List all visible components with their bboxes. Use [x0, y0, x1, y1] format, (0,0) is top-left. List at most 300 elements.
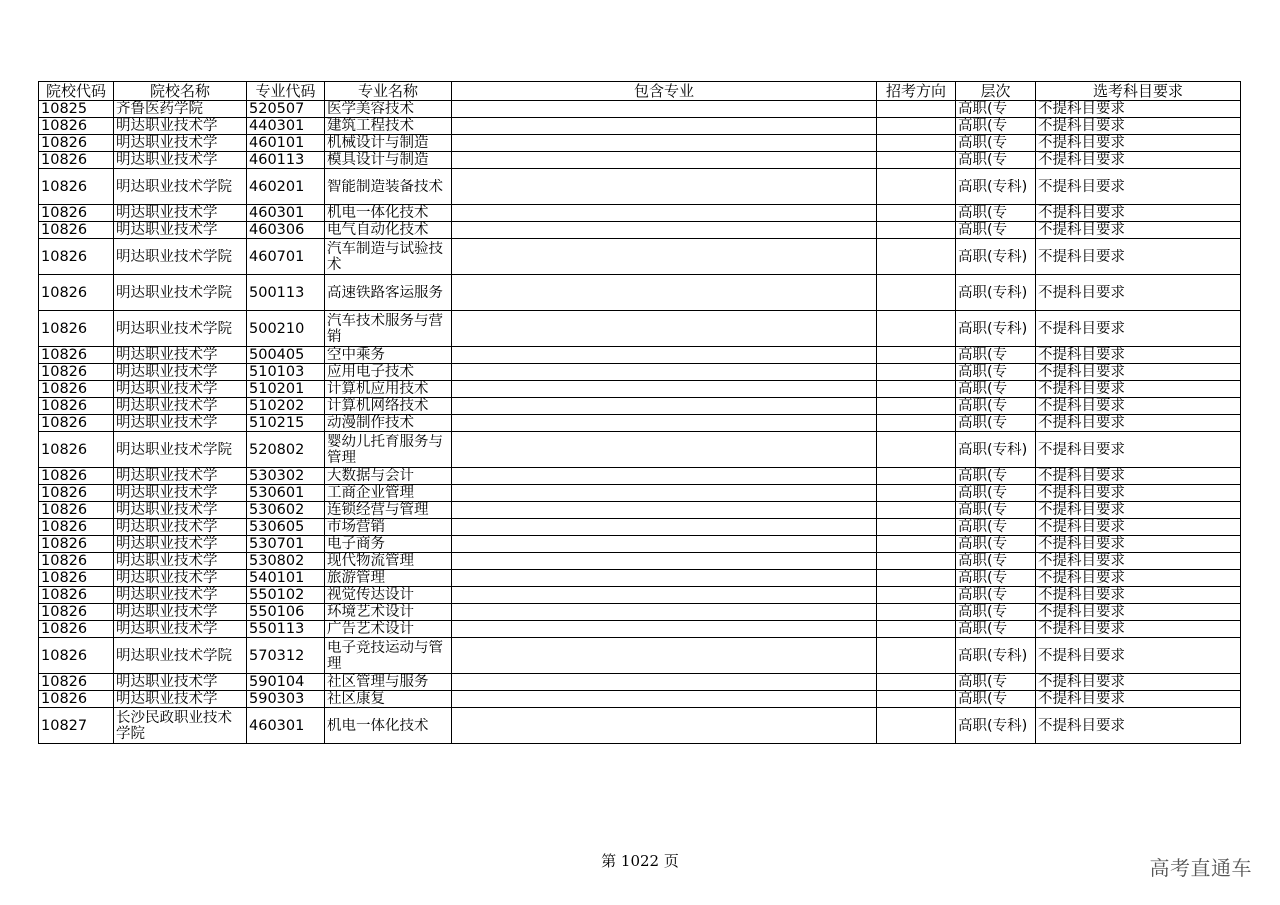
cell-school-name-text: 明达职业技术学院 — [116, 178, 232, 195]
cell-subject-requirement — [1036, 205, 1241, 222]
cell-level-text: 高职(专 — [958, 347, 1008, 363]
cell-major-code-text: 550106 — [249, 604, 305, 620]
cell-major-code-text: 590303 — [249, 691, 305, 707]
cell-major-name — [325, 485, 452, 502]
cell-major-code-text: 530605 — [249, 519, 305, 535]
cell-level — [956, 691, 1036, 708]
cell-major-code-text: 510201 — [249, 381, 305, 397]
cell-major-name-text: 机械设计与制造 — [327, 135, 429, 151]
cell-level-text: 高职(专 — [958, 205, 1008, 221]
cell-direction — [877, 222, 956, 239]
cell-major-name — [325, 536, 452, 553]
cell-major-code — [247, 135, 325, 152]
table-row — [39, 468, 1241, 485]
header-major-code: 专业代码 — [247, 82, 325, 101]
cell-subject-requirement — [1036, 152, 1241, 169]
cell-school-name — [114, 398, 247, 415]
cell-major-name — [325, 398, 452, 415]
cell-level-text: 高职(专 — [958, 570, 1008, 586]
cell-major-name-text: 社区管理与服务 — [327, 674, 429, 690]
cell-subject-requirement — [1036, 691, 1241, 708]
cell-direction-text — [879, 135, 953, 151]
cell-major-code-text: 460301 — [249, 717, 305, 734]
cell-school-code — [39, 570, 114, 587]
cell-subject-requirement — [1036, 381, 1241, 398]
table-row — [39, 311, 1241, 347]
cell-school-code — [39, 101, 114, 118]
cell-direction — [877, 570, 956, 587]
cell-school-name-text: 明达职业技术学 — [116, 519, 218, 535]
cell-subject-requirement — [1036, 674, 1241, 691]
cell-school-code-text: 10825 — [41, 101, 88, 117]
cell-subject-requirement — [1036, 311, 1241, 347]
cell-level — [956, 621, 1036, 638]
cell-included-majors — [452, 536, 877, 553]
cell-direction-text — [879, 674, 953, 690]
cell-major-code-text: 460306 — [249, 222, 305, 238]
cell-major-code — [247, 604, 325, 621]
cell-school-name-text: 明达职业技术学 — [116, 485, 218, 501]
cell-major-name-text: 旅游管理 — [327, 570, 385, 586]
cell-included-majors-text — [454, 674, 874, 690]
cell-subject-requirement-text: 不提科目要求 — [1038, 415, 1125, 431]
cell-major-name — [325, 364, 452, 381]
cell-school-code-text: 10826 — [41, 570, 88, 586]
cell-direction — [877, 169, 956, 205]
cell-major-name — [325, 381, 452, 398]
cell-level — [956, 169, 1036, 205]
cell-direction — [877, 553, 956, 570]
cell-level — [956, 432, 1036, 468]
cell-school-name — [114, 638, 247, 674]
cell-level — [956, 152, 1036, 169]
cell-included-majors-text — [454, 621, 874, 637]
cell-subject-requirement-text: 不提科目要求 — [1038, 674, 1125, 690]
cell-direction-text — [879, 118, 953, 134]
table-row — [39, 536, 1241, 553]
cell-direction — [877, 587, 956, 604]
cell-level-text: 高职(专 — [958, 101, 1008, 117]
cell-school-name — [114, 275, 247, 311]
cell-included-majors — [452, 398, 877, 415]
cell-subject-requirement-text: 不提科目要求 — [1038, 152, 1125, 168]
cell-major-name — [325, 604, 452, 621]
cell-school-code-text: 10826 — [41, 519, 88, 535]
cell-major-name — [325, 152, 452, 169]
cell-school-name — [114, 381, 247, 398]
cell-subject-requirement-text: 不提科目要求 — [1038, 717, 1125, 734]
cell-major-name — [325, 502, 452, 519]
cell-major-code — [247, 118, 325, 135]
cell-major-code — [247, 415, 325, 432]
cell-major-name — [325, 275, 452, 311]
cell-level — [956, 275, 1036, 311]
cell-included-majors — [452, 708, 877, 744]
cell-level-text: 高职(专 — [958, 604, 1008, 620]
header-included-majors: 包含专业 — [452, 82, 877, 101]
cell-school-code-text: 10826 — [41, 248, 88, 265]
cell-level-text: 高职(专 — [958, 674, 1008, 690]
cell-direction — [877, 621, 956, 638]
cell-included-majors-text — [454, 485, 874, 501]
cell-level — [956, 604, 1036, 621]
cell-school-code-text: 10826 — [41, 647, 88, 664]
cell-included-majors-text — [454, 347, 874, 363]
cell-major-code — [247, 570, 325, 587]
cell-school-code-text: 10826 — [41, 118, 88, 134]
cell-school-code — [39, 169, 114, 205]
table-row — [39, 222, 1241, 239]
cell-school-name — [114, 536, 247, 553]
cell-major-name-text: 电气自动化技术 — [327, 222, 429, 238]
cell-subject-requirement-text: 不提科目要求 — [1038, 178, 1125, 195]
cell-subject-requirement-text: 不提科目要求 — [1038, 381, 1125, 397]
cell-school-name-text: 长沙民政职业技术学院 — [116, 709, 232, 742]
cell-major-code — [247, 638, 325, 674]
cell-school-code-text: 10826 — [41, 536, 88, 552]
cell-school-name — [114, 347, 247, 364]
cell-school-code-text: 10826 — [41, 205, 88, 221]
cell-major-name — [325, 311, 452, 347]
cell-major-code-text: 510215 — [249, 415, 305, 431]
table-row — [39, 347, 1241, 364]
cell-included-majors-text — [454, 205, 874, 221]
cell-major-code — [247, 239, 325, 275]
cell-direction — [877, 152, 956, 169]
cell-level — [956, 101, 1036, 118]
cell-school-name — [114, 364, 247, 381]
cell-major-code — [247, 364, 325, 381]
cell-included-majors — [452, 347, 877, 364]
table-row — [39, 205, 1241, 222]
cell-school-name-text: 明达职业技术学院 — [116, 320, 232, 337]
cell-subject-requirement — [1036, 169, 1241, 205]
cell-school-name — [114, 621, 247, 638]
cell-level — [956, 587, 1036, 604]
cell-major-name-text: 计算机网络技术 — [327, 398, 429, 414]
cell-subject-requirement — [1036, 708, 1241, 744]
cell-subject-requirement-text: 不提科目要求 — [1038, 364, 1125, 380]
cell-level — [956, 135, 1036, 152]
cell-school-name — [114, 468, 247, 485]
cell-school-name-text: 明达职业技术学 — [116, 364, 218, 380]
cell-included-majors — [452, 587, 877, 604]
cell-level-text: 高职(专 — [958, 135, 1008, 151]
cell-included-majors-text — [454, 468, 874, 484]
cell-subject-requirement — [1036, 638, 1241, 674]
cell-subject-requirement-text: 不提科目要求 — [1038, 398, 1125, 414]
cell-subject-requirement — [1036, 135, 1241, 152]
cell-level-text: 高职(专 — [958, 502, 1008, 518]
cell-subject-requirement — [1036, 222, 1241, 239]
cell-major-code-text: 530601 — [249, 485, 305, 501]
cell-school-code-text: 10826 — [41, 320, 88, 337]
cell-school-name — [114, 485, 247, 502]
cell-subject-requirement-text: 不提科目要求 — [1038, 621, 1125, 637]
cell-level — [956, 485, 1036, 502]
cell-major-name-text: 机电一体化技术 — [327, 717, 429, 734]
cell-major-code — [247, 275, 325, 311]
header-school-name: 院校名称 — [114, 82, 247, 101]
cell-school-name — [114, 205, 247, 222]
cell-direction-text — [879, 415, 953, 431]
cell-school-code-text: 10826 — [41, 604, 88, 620]
cell-major-code — [247, 205, 325, 222]
cell-school-name — [114, 152, 247, 169]
cell-direction — [877, 708, 956, 744]
cell-school-code — [39, 691, 114, 708]
admissions-table — [38, 81, 1241, 744]
cell-direction-text — [879, 587, 953, 603]
cell-major-code-text: 550113 — [249, 621, 305, 637]
cell-direction — [877, 485, 956, 502]
cell-school-name-text: 明达职业技术学 — [116, 553, 218, 569]
cell-direction-text — [879, 519, 953, 535]
cell-school-code-text: 10826 — [41, 468, 88, 484]
table-row — [39, 381, 1241, 398]
cell-direction-text — [879, 101, 953, 117]
cell-major-name-text: 大数据与会计 — [327, 468, 414, 484]
cell-major-name-text: 广告艺术设计 — [327, 621, 414, 637]
cell-school-code — [39, 502, 114, 519]
cell-included-majors-text — [454, 398, 874, 414]
cell-level-text: 高职(专 — [958, 485, 1008, 501]
cell-included-majors-text — [454, 135, 874, 151]
table-row — [39, 169, 1241, 205]
cell-direction-text — [879, 364, 953, 380]
cell-major-name — [325, 118, 452, 135]
cell-major-code — [247, 311, 325, 347]
cell-school-code — [39, 311, 114, 347]
cell-major-code — [247, 432, 325, 468]
cell-direction — [877, 381, 956, 398]
cell-direction — [877, 135, 956, 152]
cell-level-text: 高职(专 — [958, 398, 1008, 414]
cell-level-text: 高职(专 — [958, 621, 1008, 637]
cell-level-text: 高职(专 — [958, 152, 1008, 168]
cell-major-name-text: 应用电子技术 — [327, 364, 414, 380]
cell-subject-requirement — [1036, 239, 1241, 275]
cell-level-text: 高职(专 — [958, 118, 1008, 134]
cell-subject-requirement-text: 不提科目要求 — [1038, 468, 1125, 484]
table-row — [39, 502, 1241, 519]
cell-school-name — [114, 135, 247, 152]
cell-school-code-text: 10826 — [41, 691, 88, 707]
cell-included-majors — [452, 205, 877, 222]
cell-school-name-text: 明达职业技术学 — [116, 135, 218, 151]
cell-level-text: 高职(专 — [958, 553, 1008, 569]
cell-level-text: 高职(专科) — [958, 320, 1028, 337]
cell-level-text: 高职(专科) — [958, 717, 1028, 734]
cell-included-majors — [452, 621, 877, 638]
cell-major-code — [247, 101, 325, 118]
cell-included-majors — [452, 415, 877, 432]
table-row — [39, 415, 1241, 432]
header-major-name: 专业名称 — [325, 82, 452, 101]
cell-school-name-text: 明达职业技术学 — [116, 587, 218, 603]
header-subject-requirement: 选考科目要求 — [1036, 82, 1241, 101]
cell-major-name — [325, 638, 452, 674]
cell-major-code-text: 530701 — [249, 536, 305, 552]
cell-direction — [877, 691, 956, 708]
cell-school-name-text: 明达职业技术学院 — [116, 647, 232, 664]
cell-direction — [877, 398, 956, 415]
cell-subject-requirement — [1036, 553, 1241, 570]
cell-major-code-text: 590104 — [249, 674, 305, 690]
cell-school-code — [39, 222, 114, 239]
cell-included-majors-text — [454, 553, 874, 569]
cell-major-code-text: 520802 — [249, 441, 305, 458]
cell-school-name — [114, 587, 247, 604]
cell-included-majors-text — [454, 152, 874, 168]
cell-school-name-text: 明达职业技术学 — [116, 570, 218, 586]
cell-subject-requirement-text: 不提科目要求 — [1038, 502, 1125, 518]
cell-included-majors-text — [454, 570, 874, 586]
cell-school-code-text: 10826 — [41, 553, 88, 569]
cell-level-text: 高职(专科) — [958, 178, 1028, 195]
table-row — [39, 570, 1241, 587]
cell-school-code — [39, 275, 114, 311]
cell-school-code — [39, 587, 114, 604]
cell-direction — [877, 101, 956, 118]
cell-major-code — [247, 708, 325, 744]
cell-school-code-text: 10826 — [41, 152, 88, 168]
cell-direction — [877, 604, 956, 621]
cell-included-majors — [452, 135, 877, 152]
table-row — [39, 135, 1241, 152]
cell-major-code-text: 530802 — [249, 553, 305, 569]
cell-direction — [877, 275, 956, 311]
cell-major-code-text: 530302 — [249, 468, 305, 484]
cell-major-name-text: 视觉传达设计 — [327, 587, 414, 603]
cell-major-code — [247, 553, 325, 570]
cell-subject-requirement-text: 不提科目要求 — [1038, 101, 1125, 117]
cell-school-name-text: 明达职业技术学 — [116, 222, 218, 238]
cell-major-name-text: 建筑工程技术 — [327, 118, 414, 134]
cell-included-majors-text — [454, 587, 874, 603]
cell-major-code-text: 460301 — [249, 205, 305, 221]
cell-major-code-text: 540101 — [249, 570, 305, 586]
cell-level-text: 高职(专 — [958, 691, 1008, 707]
cell-level — [956, 468, 1036, 485]
cell-subject-requirement-text: 不提科目要求 — [1038, 691, 1125, 707]
table-row — [39, 118, 1241, 135]
cell-included-majors — [452, 519, 877, 536]
cell-school-name-text: 明达职业技术学 — [116, 502, 218, 518]
cell-level — [956, 502, 1036, 519]
cell-major-name-text: 市场营销 — [327, 519, 385, 535]
cell-direction — [877, 638, 956, 674]
cell-included-majors-text — [454, 604, 874, 620]
cell-school-code — [39, 519, 114, 536]
table-row — [39, 364, 1241, 381]
header-direction: 招考方向 — [877, 82, 956, 101]
cell-major-name — [325, 101, 452, 118]
cell-subject-requirement-text: 不提科目要求 — [1038, 604, 1125, 620]
table-row — [39, 398, 1241, 415]
cell-subject-requirement-text: 不提科目要求 — [1038, 553, 1125, 569]
cell-major-code — [247, 519, 325, 536]
table-row — [39, 621, 1241, 638]
cell-direction — [877, 674, 956, 691]
cell-major-name-text: 电子竞技运动与管理 — [327, 639, 443, 672]
cell-subject-requirement — [1036, 502, 1241, 519]
cell-major-code — [247, 169, 325, 205]
cell-major-code — [247, 485, 325, 502]
cell-direction-text — [879, 485, 953, 501]
cell-major-name — [325, 708, 452, 744]
cell-major-name — [325, 553, 452, 570]
cell-major-name — [325, 135, 452, 152]
cell-major-code — [247, 468, 325, 485]
cell-level — [956, 536, 1036, 553]
cell-major-name-text: 社区康复 — [327, 691, 385, 707]
cell-direction — [877, 432, 956, 468]
header-level: 层次 — [956, 82, 1036, 101]
cell-major-name-text: 医学美容技术 — [327, 101, 414, 117]
cell-major-code — [247, 502, 325, 519]
cell-major-code-text: 550102 — [249, 587, 305, 603]
cell-direction-text — [879, 553, 953, 569]
cell-level-text: 高职(专 — [958, 364, 1008, 380]
cell-school-name — [114, 311, 247, 347]
cell-subject-requirement-text: 不提科目要求 — [1038, 222, 1125, 238]
cell-major-name-text: 模具设计与制造 — [327, 152, 429, 168]
table-row — [39, 674, 1241, 691]
cell-school-name — [114, 691, 247, 708]
cell-level — [956, 638, 1036, 674]
cell-school-name-text: 明达职业技术学院 — [116, 248, 232, 265]
cell-level-text: 高职(专科) — [958, 248, 1028, 265]
table-row — [39, 432, 1241, 468]
cell-major-name-text: 高速铁路客运服务 — [327, 284, 443, 301]
cell-school-code-text: 10826 — [41, 485, 88, 501]
cell-school-code-text: 10826 — [41, 398, 88, 414]
cell-subject-requirement — [1036, 587, 1241, 604]
cell-subject-requirement — [1036, 275, 1241, 311]
cell-direction-text — [879, 691, 953, 707]
cell-major-name-text: 智能制造装备技术 — [327, 178, 443, 195]
table-row — [39, 519, 1241, 536]
cell-major-name-text: 计算机应用技术 — [327, 381, 429, 397]
cell-major-name — [325, 432, 452, 468]
cell-included-majors — [452, 485, 877, 502]
cell-level-text: 高职(专科) — [958, 441, 1028, 458]
cell-direction — [877, 364, 956, 381]
cell-level-text: 高职(专 — [958, 536, 1008, 552]
cell-school-name — [114, 239, 247, 275]
cell-included-majors — [452, 604, 877, 621]
cell-school-code-text: 10826 — [41, 284, 88, 301]
cell-major-name-text: 电子商务 — [327, 536, 385, 552]
cell-major-name — [325, 519, 452, 536]
cell-school-name — [114, 708, 247, 744]
cell-major-name — [325, 621, 452, 638]
cell-subject-requirement — [1036, 621, 1241, 638]
cell-major-name-text: 现代物流管理 — [327, 553, 414, 569]
cell-school-name — [114, 570, 247, 587]
cell-school-name — [114, 415, 247, 432]
cell-school-name — [114, 502, 247, 519]
cell-level — [956, 205, 1036, 222]
cell-school-name-text: 明达职业技术学院 — [116, 441, 232, 458]
table-row — [39, 604, 1241, 621]
cell-level — [956, 708, 1036, 744]
cell-level — [956, 553, 1036, 570]
table-row — [39, 638, 1241, 674]
cell-school-name-text: 明达职业技术学 — [116, 118, 218, 134]
cell-subject-requirement — [1036, 398, 1241, 415]
